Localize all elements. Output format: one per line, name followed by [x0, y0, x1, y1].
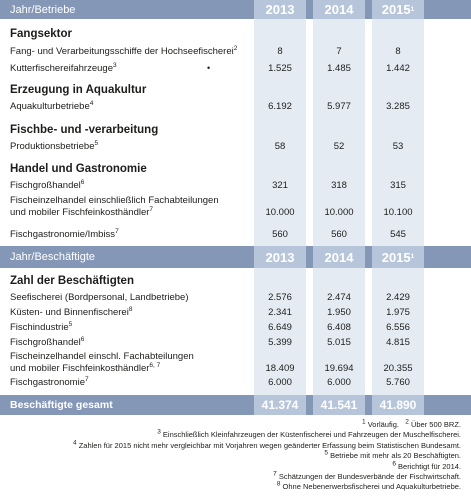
value-2014: 10.000	[324, 207, 354, 218]
section-title-employees: Zahl der Beschäftigten	[10, 275, 134, 287]
value-2015: 10.100	[383, 207, 413, 218]
row-label: Produktionsbetriebe$^5$	[10, 139, 99, 152]
value-2014: 19.694	[324, 363, 354, 374]
row-label: Fang- und Verarbeitungsschiffe der Hochseefischerei$^2$	[10, 44, 238, 57]
row-label: Aquakulturbetriebe$^4$	[10, 99, 94, 112]
value-2014: 1.485	[327, 63, 351, 74]
footnote-line: 7 Schätzungen der Bundesverbände der Fischwirtschaft.	[273, 470, 461, 482]
section-title-verarbeitung: Fischbe- und -verarbeitung	[10, 124, 159, 136]
value-2015: 545	[390, 229, 406, 240]
section-title-aquakultur: Erzeugung in Aquakultur	[10, 84, 147, 96]
header-year-2014: 2014	[313, 246, 365, 268]
value-2013: 560	[272, 229, 288, 240]
value-2015: 5.760	[386, 377, 410, 388]
value-2015: 6.556	[386, 322, 410, 333]
value-2015: 53	[392, 141, 404, 152]
footnote-line: 8 Ohne Nebenerwerbsfischerei und Aquakulturbetriebe.	[276, 480, 461, 492]
value-2013: 18.409	[265, 363, 295, 374]
value-2013: 2.576	[268, 292, 292, 303]
footnotes	[1, 420, 461, 493]
header-label: Jahr/Beschäftigte	[10, 251, 95, 263]
header-year-2015: 2015 1	[372, 0, 424, 19]
value-2015: 1.442	[386, 63, 410, 74]
total-2015: 41.890	[372, 395, 424, 415]
row-label: Seefischerei (Bordpersonal, Landbetriebe)	[10, 292, 189, 303]
value-2015: 2.429	[386, 292, 410, 303]
value-2013: 6.649	[268, 322, 292, 333]
value-2014: 560	[331, 229, 347, 240]
value-2013: 10.000	[265, 207, 295, 218]
stray-dot: •	[207, 63, 211, 73]
value-2014: 6.408	[327, 322, 351, 333]
value-2015: 3.285	[386, 101, 410, 112]
value-2014: 52	[333, 141, 345, 152]
header-year-2013: 2013	[254, 246, 306, 268]
value-2015: 4.815	[386, 337, 410, 348]
row-label-line2: und mobiler Fischfeinkosthändler$^7$	[10, 205, 154, 218]
footnote-line: 3 Einschließlich Kleinfahrzeugen der Küstenfischerei und Fahrzeugen der Muschelfischerei.	[157, 428, 461, 440]
header-label: Jahr/Betriebe	[10, 3, 76, 16]
row-label: Fischgroßhandel$^6$	[10, 335, 85, 348]
value-2013: 2.341	[268, 307, 292, 318]
section-title-handel: Handel und Gastronomie	[10, 163, 147, 175]
footnote-line: 1 Vorläufig. 2 Über 500 BRZ.	[361, 418, 461, 429]
header-year-2015: 2015 1	[372, 246, 424, 268]
row-label-line2: und mobiler Fischfeinkosthändler$^{6, 7}$	[10, 361, 161, 374]
value-2013: 5.399	[268, 337, 292, 348]
footnote-line: 5 Betriebe mit mehr als 20 Beschäftigten.	[324, 449, 461, 461]
header-year-2013: 2013	[254, 0, 306, 19]
row-label: Fischeinzelhandel einschließlich Fachabteilungen	[10, 195, 219, 206]
value-2014: 6.000	[327, 377, 351, 388]
value-2013: 1.525	[268, 63, 292, 74]
value-2013: 8	[277, 46, 283, 57]
value-2014: 1.950	[327, 307, 351, 318]
value-2014: 318	[331, 180, 347, 191]
value-2015: 315	[390, 180, 406, 191]
row-label: Fischgastronomie/Imbiss$^7$	[10, 227, 119, 240]
value-2015: 20.355	[383, 363, 413, 374]
row-label: Kutterfischereifahrzeuge$^3$	[10, 61, 117, 74]
total-2014: 41.541	[313, 395, 365, 415]
value-2014: 5.977	[327, 101, 351, 112]
value-2013: 58	[274, 141, 286, 152]
value-2014: 7	[336, 46, 342, 57]
row-label: Fischeinzelhandel einschl. Fachabteilungen	[10, 351, 194, 362]
value-2015: 8	[395, 46, 401, 57]
section-title-fangsektor: Fangsektor	[10, 28, 72, 40]
value-2014: 2.474	[327, 292, 351, 303]
value-2015: 1.975	[386, 307, 410, 318]
footnote-line: 4 Zahlen für 2015 nicht mehr vergleichbar mit Vorjahren wegen geänderter Erfassung beim Statistischen Bundesamt.	[72, 439, 461, 450]
total-label: Beschäftigte gesamt	[10, 399, 113, 411]
footnote-line: 6 Berichtigt für 2014.	[392, 460, 461, 471]
header-year-2014: 2014	[313, 0, 365, 19]
total-row	[0, 395, 471, 415]
row-label: Fischgroßhandel$^6$	[10, 178, 85, 191]
row-label: Fischindustrie$^5$	[10, 320, 73, 333]
header-businesses	[0, 0, 471, 19]
row-label: Fischgastronomie$^7$	[10, 375, 89, 388]
value-2013: 6.192	[268, 101, 292, 112]
total-2013: 41.374	[254, 395, 306, 415]
header-employees	[0, 246, 471, 268]
value-2013: 6.000	[268, 377, 292, 388]
value-2013: 321	[272, 180, 288, 191]
value-2014: 5.015	[327, 337, 351, 348]
row-label: Küsten- und Binnenfischerei$^8$	[10, 305, 133, 318]
